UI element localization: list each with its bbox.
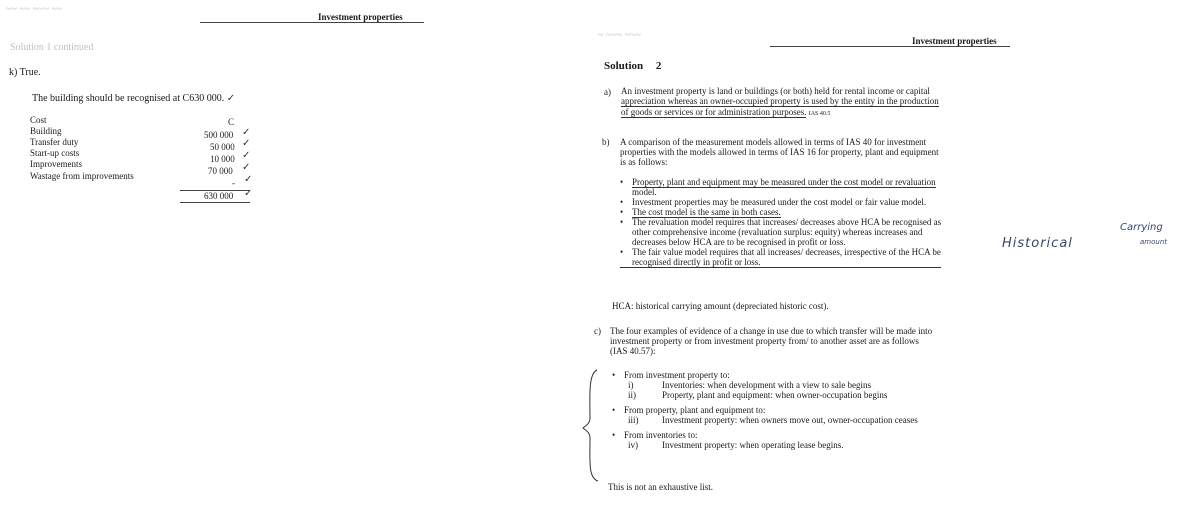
item-c-intro [610, 326, 932, 356]
item-k: k) True. [9, 67, 41, 78]
faint-subheader: Solution 1 continued [10, 42, 94, 53]
list-item-cont: recognised directly in profit or loss. [620, 257, 941, 268]
table-row-label: Start-up costs [30, 148, 80, 158]
text-line: of goods or services or for administration purposes. [621, 107, 807, 117]
bullet-text: The fair value model requires that all increases/ decreases, irrespective of the HCA be [632, 247, 941, 257]
header-rule [200, 22, 424, 23]
page-header: Investment properties [318, 12, 403, 22]
statement [32, 93, 235, 104]
check-mark-icon: ✓ [244, 174, 253, 185]
sub-item-text: Inventories: when development with a view to sale begins [662, 380, 871, 390]
table-row-label: Wastage from improvements [30, 171, 134, 181]
solution-title [604, 60, 661, 72]
roman-numeral: iv) [628, 440, 638, 450]
text-line: A comparison of the measurement models allowed in terms of IAS 40 for investment [620, 137, 927, 147]
cost-heading: Cost [30, 115, 47, 125]
handwritten-note: Historical [1002, 236, 1073, 251]
text-line: The four examples of evidence of a change in use due to which transfer will be made into [610, 326, 933, 336]
table-row-label: Transfer duty [30, 137, 79, 147]
table-row-label: Building [30, 126, 62, 136]
page-header: Investment properties [912, 36, 997, 46]
table-row-value: 10 000 [210, 154, 235, 164]
list-item: • Investment properties may be measured under the cost model or fair value model. [620, 197, 927, 207]
solution-label: Solution [604, 60, 644, 72]
list-item: • Property, plant and equipment may be measured under the cost model or revaluation [620, 177, 936, 187]
check-mark-icon: ✓ [242, 127, 251, 138]
check-mark-icon: ✓ [226, 93, 236, 104]
table-row-value: 70 000 [208, 166, 233, 176]
sub-item-text: Investment property: when owners move out, owner-occupation ceases [662, 415, 918, 425]
text-line: (IAS 40.57): [610, 346, 656, 356]
bullet-text: The revaluation model requires that increases/ decreases above HCA be recognised as [632, 217, 942, 227]
list-item: • The cost model is the same in both cases. [620, 207, 781, 217]
list-item-cont: model. [632, 187, 657, 197]
list-item [612, 415, 918, 425]
text-line: properties with the models allowed in terms of IAS 16 for property, plant and equipment [620, 147, 939, 157]
faint-page-header: ~~ ~~ ~~~ ~~ [6, 4, 63, 15]
check-mark-icon: ✓ [242, 150, 251, 161]
text-line: investment property or from investment property from/ to another asset are as follows [610, 336, 919, 346]
item-c-label: c) [594, 326, 601, 336]
text-line: is as follows: [620, 157, 668, 167]
list-item: • From investment property to: [612, 370, 730, 380]
list-item [612, 380, 918, 390]
group-label: From property, plant and equipment to: [624, 405, 766, 415]
sub-item-text: Property, plant and equipment: when owner-occupation begins [662, 390, 888, 400]
item-b-bullets [620, 177, 941, 268]
statement-text: The building should be recognised at C630 000. [32, 93, 225, 104]
item-c-list [612, 370, 918, 450]
roman-numeral: iii) [628, 415, 639, 425]
list-item: • The fair value model requires that all increases/ decreases, irrespective of the HCA be [620, 247, 941, 257]
brace-mark [582, 368, 602, 483]
right-page [590, 0, 1200, 511]
list-item-cont: decreases below HCA are to be recognised in profit or loss. [632, 237, 846, 247]
table-total: 630 000 [204, 191, 234, 201]
table-row-label: Improvements [30, 159, 82, 169]
bullet-text: Investment properties may be measured under the cost model or fair value model. [632, 197, 927, 207]
list-item [612, 440, 918, 450]
faint-page-header: ~ ~~~ ~~~ [598, 30, 641, 41]
sub-item-text: Investment property: when operating lease begins. [662, 440, 844, 450]
item-a-label: a) [604, 87, 611, 97]
item-b-intro [620, 137, 939, 167]
reference: IAS 40.5 [808, 111, 831, 117]
item-b-label: b) [602, 137, 610, 147]
list-item: • The revaluation model requires that increases/ decreases above HCA be recognised as [620, 217, 942, 227]
closing-note: This is not an exhaustive list. [608, 482, 713, 492]
bullet-text: Property, plant and equipment may be measured under the cost model or revaluation [632, 177, 936, 187]
roman-numeral: i) [628, 380, 634, 390]
handwritten-note-top: Carrying [1120, 222, 1163, 233]
check-mark-icon: ✓ [244, 188, 253, 199]
table-row-value: - [232, 178, 235, 188]
check-mark-icon: ✓ [242, 138, 251, 149]
solution-number: 2 [655, 60, 662, 72]
list-item [612, 390, 918, 400]
left-page [0, 0, 590, 511]
header-rule [770, 46, 1010, 47]
table-row-value: 500 000 [204, 130, 234, 140]
hca-note: HCA: historical carrying amount (depreciated historic cost). [612, 301, 829, 311]
text-line-with-ref [621, 107, 939, 119]
total-rule-bottom [180, 202, 250, 203]
currency-heading: C [228, 117, 235, 127]
roman-numeral: ii) [628, 390, 636, 400]
handwritten-note-bottom: amount [1140, 238, 1168, 246]
bullet-text: The cost model is the same in both cases. [632, 207, 781, 217]
group-label: From inventories to: [624, 430, 698, 440]
list-item: • From inventories to: [612, 430, 698, 440]
group-label: From investment property to: [624, 370, 730, 380]
table-row-value: 50 000 [210, 142, 235, 152]
check-mark-icon: ✓ [242, 162, 251, 173]
list-item-cont: other comprehensive income (revaluation surplus: equity) whereas increases and [632, 227, 923, 237]
item-a-text [621, 86, 939, 119]
text-line: An investment property is land or buildings (or both) held for rental income or capital [621, 86, 930, 96]
text-line: appreciation whereas an owner-occupied property is used by the entity in the production [621, 96, 939, 106]
list-item: • From property, plant and equipment to: [612, 405, 766, 415]
